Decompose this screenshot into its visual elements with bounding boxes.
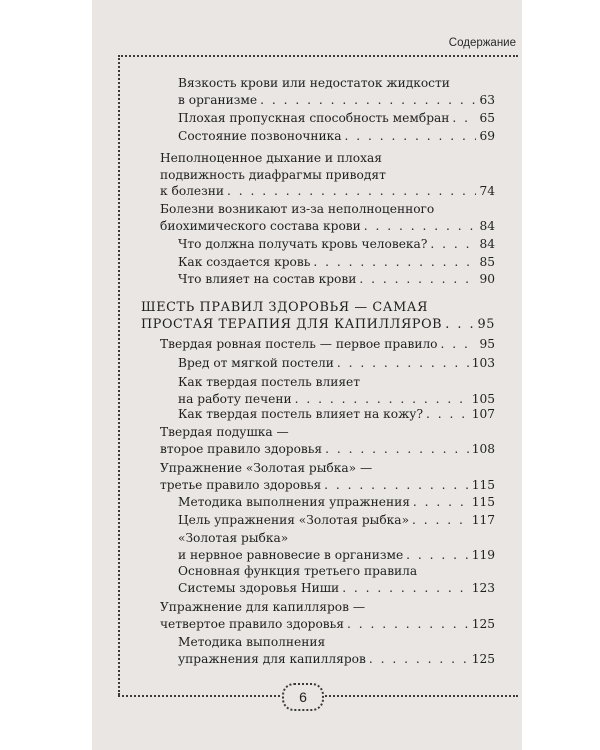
leader-dots xyxy=(413,494,469,511)
toc-entry-text: к болезни xyxy=(160,184,225,199)
dotted-frame-left xyxy=(118,55,120,695)
toc-entry-text: Вязкость крови или недостаток жидкости xyxy=(178,76,450,90)
toc-entry-text: подвижность диафрагмы приводят xyxy=(160,167,386,182)
toc-entry-page: 85 xyxy=(479,255,495,269)
leader-dots xyxy=(345,128,477,145)
toc-entry-3[interactable] xyxy=(160,150,495,200)
leader-dots xyxy=(325,441,469,458)
toc-entry-page: 103 xyxy=(471,356,495,370)
toc-entry-text: и нервное равновесие в организме xyxy=(178,547,404,562)
toc-entry-page: 69 xyxy=(479,129,495,143)
toc-entry-text: Основная функция третьего правила xyxy=(178,564,418,578)
toc-entry-page: 119 xyxy=(471,547,495,562)
leader-dots xyxy=(313,254,476,271)
toc-entry-page: 90 xyxy=(479,272,495,286)
toc-entry-7[interactable] xyxy=(178,271,495,288)
page-number: 6 xyxy=(282,683,324,711)
toc-entry-text: Твердая ровная постель — первое правило xyxy=(160,337,438,351)
toc-entry-6[interactable] xyxy=(178,254,495,271)
toc-entry-1[interactable] xyxy=(178,110,495,127)
toc-entry-12[interactable] xyxy=(178,406,495,423)
toc-entry-page: 63 xyxy=(479,92,495,107)
toc-entry-text: на работу печени xyxy=(178,391,292,406)
toc-entry-text: Твердая подушка — xyxy=(160,425,289,439)
toc-entry-page: 107 xyxy=(471,407,495,421)
toc-entry-page: 123 xyxy=(471,580,495,595)
toc-entry-text: упражнения для капилляров xyxy=(178,651,366,666)
dotted-frame-bottom-left xyxy=(118,695,280,697)
leader-dots xyxy=(342,580,469,597)
toc-entry-11[interactable] xyxy=(178,374,495,407)
toc-entry-text: Системы здоровья Ниши xyxy=(178,580,340,595)
leader-dots xyxy=(260,92,476,109)
toc-entry-text: четвертое правило здоровья xyxy=(160,616,344,631)
leader-dots xyxy=(441,336,477,353)
leader-dots xyxy=(445,317,474,334)
toc-entry-0[interactable] xyxy=(178,75,495,108)
toc-entry-17[interactable] xyxy=(178,530,495,563)
toc-entry-text: в организме xyxy=(178,92,258,107)
leader-dots xyxy=(359,271,476,288)
toc-entry-5[interactable] xyxy=(178,236,495,253)
toc-entry-text: Как твердая постель влияет xyxy=(178,375,361,389)
toc-section-heading[interactable] xyxy=(141,300,495,333)
toc-entry-text: Как твердая постель влияет на кожу? xyxy=(178,407,424,421)
toc-entry-page: 115 xyxy=(471,495,495,509)
toc-entry-19[interactable] xyxy=(160,599,495,632)
toc-entry-page: 84 xyxy=(479,237,495,251)
toc-entry-text: Плохая пропускная способность мембран xyxy=(178,111,450,125)
toc-entry-page: 74 xyxy=(479,184,495,199)
toc-entry-text: Состояние позвоночника xyxy=(178,129,342,143)
toc-entry-text: третье правило здоровья xyxy=(160,477,322,492)
toc-entry-page: 125 xyxy=(471,616,495,631)
toc-entry-4[interactable] xyxy=(160,201,495,234)
toc-entry-text: Упражнение «Золотая рыбка» — xyxy=(160,461,373,475)
toc-entry-9[interactable] xyxy=(160,336,495,353)
running-header: Содержание xyxy=(448,37,516,49)
toc-entry-text: Как создается кровь xyxy=(178,255,311,269)
toc-entry-text: биохимического состава крови xyxy=(160,218,361,233)
toc-entry-text: Методика выполнения xyxy=(178,635,326,649)
toc-entry-text: Цель упражнения «Золотая рыбка» xyxy=(178,513,410,527)
toc-entry-text: второе правило здоровья xyxy=(160,441,323,456)
toc-entry-page: 95 xyxy=(477,316,495,332)
leader-dots xyxy=(452,110,476,127)
toc-entry-text: ПРОСТАЯ ТЕРАПИЯ ДЛЯ КАПИЛЛЯРОВ xyxy=(141,316,443,332)
dotted-frame-top xyxy=(118,55,518,57)
toc-entry-18[interactable] xyxy=(178,563,495,596)
leader-dots xyxy=(347,616,469,633)
toc-entry-page: 65 xyxy=(479,111,495,125)
toc-entry-text: «Золотая рыбка» xyxy=(178,531,289,545)
leader-dots xyxy=(364,218,477,235)
toc-entry-text: Болезни возникают из-за неполноценного xyxy=(160,202,435,216)
toc-entry-page: 115 xyxy=(471,477,495,492)
leader-dots xyxy=(324,477,469,494)
toc-entry-text: Что влияет на состав крови xyxy=(178,272,357,286)
toc-entry-page: 108 xyxy=(471,441,495,456)
leader-dots xyxy=(227,183,476,200)
leader-dots xyxy=(426,406,469,423)
toc-entry-page: 84 xyxy=(479,218,495,233)
toc-entry-page: 117 xyxy=(471,513,495,527)
toc-entry-16[interactable] xyxy=(178,512,495,529)
toc-entry-20[interactable] xyxy=(178,634,495,667)
toc-entry-text: Упражнение для капилляров — xyxy=(160,600,366,614)
toc-entry-14[interactable] xyxy=(160,460,495,493)
leader-dots xyxy=(430,236,476,253)
leader-dots xyxy=(337,355,469,372)
dotted-frame-bottom-right xyxy=(322,695,518,697)
toc-entry-text: Что должна получать кровь человека? xyxy=(178,237,428,251)
leader-dots xyxy=(369,651,469,668)
toc-entry-13[interactable] xyxy=(160,424,495,457)
toc-entry-2[interactable] xyxy=(178,128,495,145)
toc-entry-text: Неполноценное дыхание и плохая xyxy=(160,151,382,165)
toc-entry-10[interactable] xyxy=(178,355,495,372)
toc-entry-page: 95 xyxy=(479,337,495,351)
toc-entry-text: Методика выполнения упражнения xyxy=(178,495,410,509)
leader-dots xyxy=(412,512,469,529)
toc-entry-text: ШЕСТЬ ПРАВИЛ ЗДОРОВЬЯ — САМАЯ xyxy=(141,300,429,315)
leader-dots xyxy=(295,391,469,408)
leader-dots xyxy=(406,547,469,564)
toc-entry-15[interactable] xyxy=(178,494,495,511)
toc-entry-text: Вред от мягкой постели xyxy=(178,356,334,370)
toc-entry-page: 105 xyxy=(471,391,495,406)
toc-entry-page: 125 xyxy=(471,651,495,666)
